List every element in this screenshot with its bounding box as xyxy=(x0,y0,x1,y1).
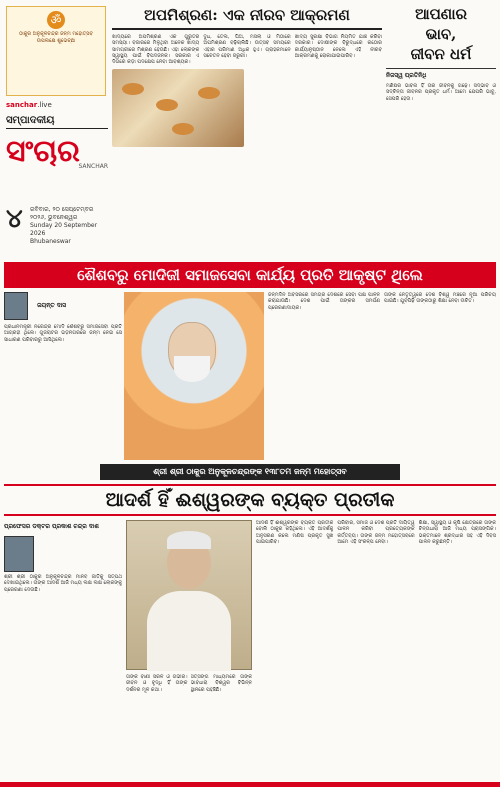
sweet-shape xyxy=(198,87,220,99)
editorial-col-1: ଖାଦ୍ୟରେ ଅପମିଶ୍ରଣ ଏକ ଗୁରୁତର ସମସ୍ୟା। ବଜାରରେ ମିଳୁଥିବା ଅନେକ ଖାଦ୍ୟ ସାମଗ୍ରୀରେ ମିଶ୍ରଣ ହେଉଛି। ଏହା ଲୋକଙ୍କ ସ୍ୱାସ୍ଥ୍ୟ ପାଇଁ ବିପଦଜନକ। ସରକାର ଏ ଦିଗରେ କଡ଼ା ପଦକ୍ଷେପ ନେବା ଆବଶ୍ୟକ। xyxy=(112,34,200,66)
editorial-article xyxy=(112,4,382,256)
om-tribute-box xyxy=(6,6,106,96)
editorial-columns xyxy=(112,34,382,65)
om-icon: ॐ xyxy=(47,11,65,29)
website-prefix: sanchar xyxy=(6,101,38,109)
thakur-col-1: ଆଦର୍ଶ ହିଁ ଈଶ୍ୱରଙ୍କ ବ୍ୟକ୍ତ ପ୍ରତୀକ ବୋଲି ଠାକୁର କହିଥିଲେ। ଏହି ଆଦର୍ଶକୁ ଅନୁସରଣ କଲେ ମଣିଷ ପ୍ରକୃତ ସୁଖ ପାଇପାରିବ। xyxy=(256,520,334,545)
professor-photo xyxy=(4,536,34,572)
thakur-article-left xyxy=(4,520,122,782)
editorial-col-3: ଖାଦ୍ୟ ସୁରକ୍ଷା ବିଭାଗ ନିୟମିତ ଯାଞ୍ଚ କରିବା ଦରକାର। ଦୋଷୀଙ୍କ ବିରୁଦ୍ଧରେ କଠୋର କାର୍ଯ୍ୟାନୁଷ୍ଠାନ ନେଲେ ଏହି ନୀରବ ଆକ୍ରମଣକୁ ରୋକାଯାଇପାରିବ। xyxy=(294,34,382,59)
edition-label: ସମ୍ପାଦକୀୟ xyxy=(6,115,108,129)
footer-bar xyxy=(0,782,500,787)
date-box xyxy=(30,206,108,246)
date-line-1: ରବିବାର, ୨୦ ସେପ୍ଟେମ୍ବର xyxy=(30,206,94,213)
author-name: ଜୟନ୍ତ ଦାସ xyxy=(37,302,67,309)
modi-article xyxy=(4,292,496,460)
portrait-beard xyxy=(174,356,210,382)
author-block xyxy=(4,292,122,320)
date-line-2: ୨୦୨୬, ଭୁବନେଶ୍ୱର xyxy=(30,214,78,221)
portrait-body xyxy=(147,591,231,671)
right-article xyxy=(386,4,496,256)
page-number: ୪ xyxy=(6,204,23,234)
website[interactable] xyxy=(6,101,108,109)
masthead xyxy=(6,6,108,256)
modi-col-1: ଜନ୍ମଦିନ ଅବସରରେ ସମଗ୍ର ଦେଶରେ ସେବା ପକ୍ଷ ପାଳନ କରାଯାଉଛି। ଦେଶ ପାଇଁ ତାଙ୍କର ସମର୍ପଣ ପ୍ରେରଣାଦାୟକ। xyxy=(268,292,380,311)
newspaper-logo: ସଂଚାର xyxy=(6,134,80,169)
modi-article-left xyxy=(4,292,122,460)
thakur-col-3: ଶିକ୍ଷା, ସ୍ୱାସ୍ଥ୍ୟ ଓ କୃଷି କ୍ଷେତ୍ରରେ ତାଙ୍କ ଚିନ୍ତାଧାରା ଆଜି ମଧ୍ୟ ପ୍ରାସଙ୍ଗିକ। ଭକ୍ତମାନେ ଶ୍ରଦ୍ଧାର ସହ ଏହି ଦିବସ ପାଳନ କରୁଛନ୍ତି। xyxy=(418,520,496,545)
logo-subtitle: SANCHAR xyxy=(78,163,108,170)
website-suffix: .live xyxy=(37,101,52,109)
editorial-headline: ଅପମିଶ୍ରଣ: ଏକ ନୀରବ ଆକ୍ରମଣ xyxy=(112,4,382,30)
right-byline: ନିଜସ୍ୱ ପ୍ରତିନିଧି xyxy=(386,72,427,79)
sweet-shape xyxy=(172,123,194,135)
right-headline-line-2: ଭାବ, xyxy=(425,25,457,43)
sweet-shape xyxy=(156,99,178,111)
thakur-byline: ପ୍ରଫେସର ଡକ୍ଟର ପ୍ରକାଶ ଚନ୍ଦ୍ର ଦାଶ xyxy=(4,523,99,530)
thakur-under-col-2: ସତ୍‌ସଙ୍ଗ ମାଧ୍ୟମରେ ତାଙ୍କ ଭାବଧାରା ବିଶ୍ୱର ବିଭିନ୍ନ ସ୍ଥାନରେ ପହଞ୍ଚିଛି। xyxy=(190,674,252,693)
thakur-photo xyxy=(126,520,252,670)
modi-photo xyxy=(124,292,264,460)
food-photo xyxy=(112,69,244,147)
modi-col-2: ତାଙ୍କ ନେତୃତ୍ୱରେ ଦେଶ ବିଶ୍ୱ ମଞ୍ଚରେ ନୂଆ ପରିଚୟ ପାଇଛି। ଯୁବପିଢ଼ି ତାଙ୍କଠାରୁ ଶିକ୍ଷା ନେବା ଉଚିତ। xyxy=(384,292,496,305)
thakur-article xyxy=(4,520,496,782)
om-caption: ଠାକୁର ଅନୁକୂଳଚନ୍ଦ୍ର ଜନ୍ମ ମହୋତ୍ସବ ଉପଲକ୍ଷେ ଶୁଭେଚ୍ଛା xyxy=(19,31,93,44)
city: Bhubaneswar xyxy=(30,238,71,245)
right-headline-line-1: ଆପଣାର xyxy=(415,5,467,23)
date-english: Sunday 20 September 2026 xyxy=(30,222,98,237)
modi-article-right xyxy=(268,292,496,460)
thakur-col-2: ପରିବାର, ସମାଜ ଓ ଦେଶ ପ୍ରତି ଦାୟିତ୍ୱ ପାଳନ କରିବା ପ୍ରତ୍ୟେକଙ୍କ କର୍ତ୍ତବ୍ୟ। ତାଙ୍କ ଜନ୍ମ ମହୋତ୍ସବରେ ଆମେ ଏହି ସଂକଳ୍ପ ନେବା। xyxy=(337,520,415,545)
right-headline xyxy=(386,4,496,69)
thakur-article-right xyxy=(256,520,496,782)
editorial-col-2: ଦୁଧ, ତେଲ, ଘିଅ, ମସଲା ଓ ମିଠାରେ ଅପମିଶ୍ରଣ ବଢ଼ିଚାଲିଛି। ଉତ୍ସବ ସମୟରେ ଏହାର ପରିମାଣ ଅଧିକ ହୁଏ। ଗ୍ରାହକମାନେ ସଚେତନ ହେବା ଜରୁରୀ। xyxy=(203,34,291,59)
right-headline-line-3: ଜୀବନ ଧର୍ମ xyxy=(410,45,472,63)
thakur-under-photo xyxy=(126,674,252,782)
sweet-shape xyxy=(122,83,144,95)
modi-banner-headline: ଶୈଶବରୁ ମୋଦିଜୀ ସମାଜସେବା କାର୍ଯ୍ୟ ପ୍ରତି ଆକୃଷ୍ଟ ଥିଲେ xyxy=(4,262,496,288)
festival-sub-banner: ଶ୍ରୀ ଶ୍ରୀ ଠାକୁର ଅନୁକୂଳଚନ୍ଦ୍ରଙ୍କ ୧୩୮ତମ ଜନ୍ମ ମହୋତ୍ସବ xyxy=(100,464,400,480)
author-photo xyxy=(4,292,28,320)
thakur-left-body: ଶ୍ରୀ ଶ୍ରୀ ଠାକୁର ଅନୁକୂଳଚନ୍ଦ୍ର ମାନବ ଜାତିକୁ ସତ୍‌ପଥ ଦେଖାଇଥିଲେ। ତାଙ୍କ ଆଦର୍ଶ ଆଜି ମଧ୍ୟ ଲକ୍ଷ ଲକ୍ଷ ଲୋକଙ୍କୁ ପ୍ରେରଣା ଦେଉଛି। xyxy=(4,574,122,593)
thakur-under-col-1: ତାଙ୍କ ବାଣୀ ସରଳ ଓ ଗଭୀର। ଜୀବନ ଓ ବୃଦ୍ଧି ହିଁ ତାଙ୍କ ଦର୍ଶନର ମୂଳ କଥା। xyxy=(126,674,188,693)
right-body: ମଣିଷର ଭାବନା ହିଁ ତାର ଜୀବନକୁ ଗଢ଼େ। ସଦ୍‌ଭାବ ଓ ସଦ୍‌ଚିନ୍ତା ଜୀବନର ପ୍ରକୃତ ଧର୍ମ। ଆମେ ଯେପରି ଭାବୁ, ସେପରି ହେଉ। xyxy=(386,83,496,102)
modi-left-body: ପ୍ରଧାନମନ୍ତ୍ରୀ ନରେନ୍ଦ୍ର ମୋଦି ଶୈଶବରୁ ସମାଜସେବା ପ୍ରତି ଆଗ୍ରହୀ ଥିଲେ। ଗୁଜରାଟର ଭଡ଼ନଗରରେ ଜନ୍ମ ନେଇ ସେ ସାଧାରଣ ପରିବାରରୁ ଆସିଥିଲେ। xyxy=(4,324,122,343)
portrait-hair xyxy=(167,531,211,549)
ideal-banner-headline: ଆଦର୍ଶ ହିଁ ଈଶ୍ୱରଙ୍କ ବ୍ୟକ୍ତ ପ୍ରତୀକ xyxy=(4,484,496,516)
